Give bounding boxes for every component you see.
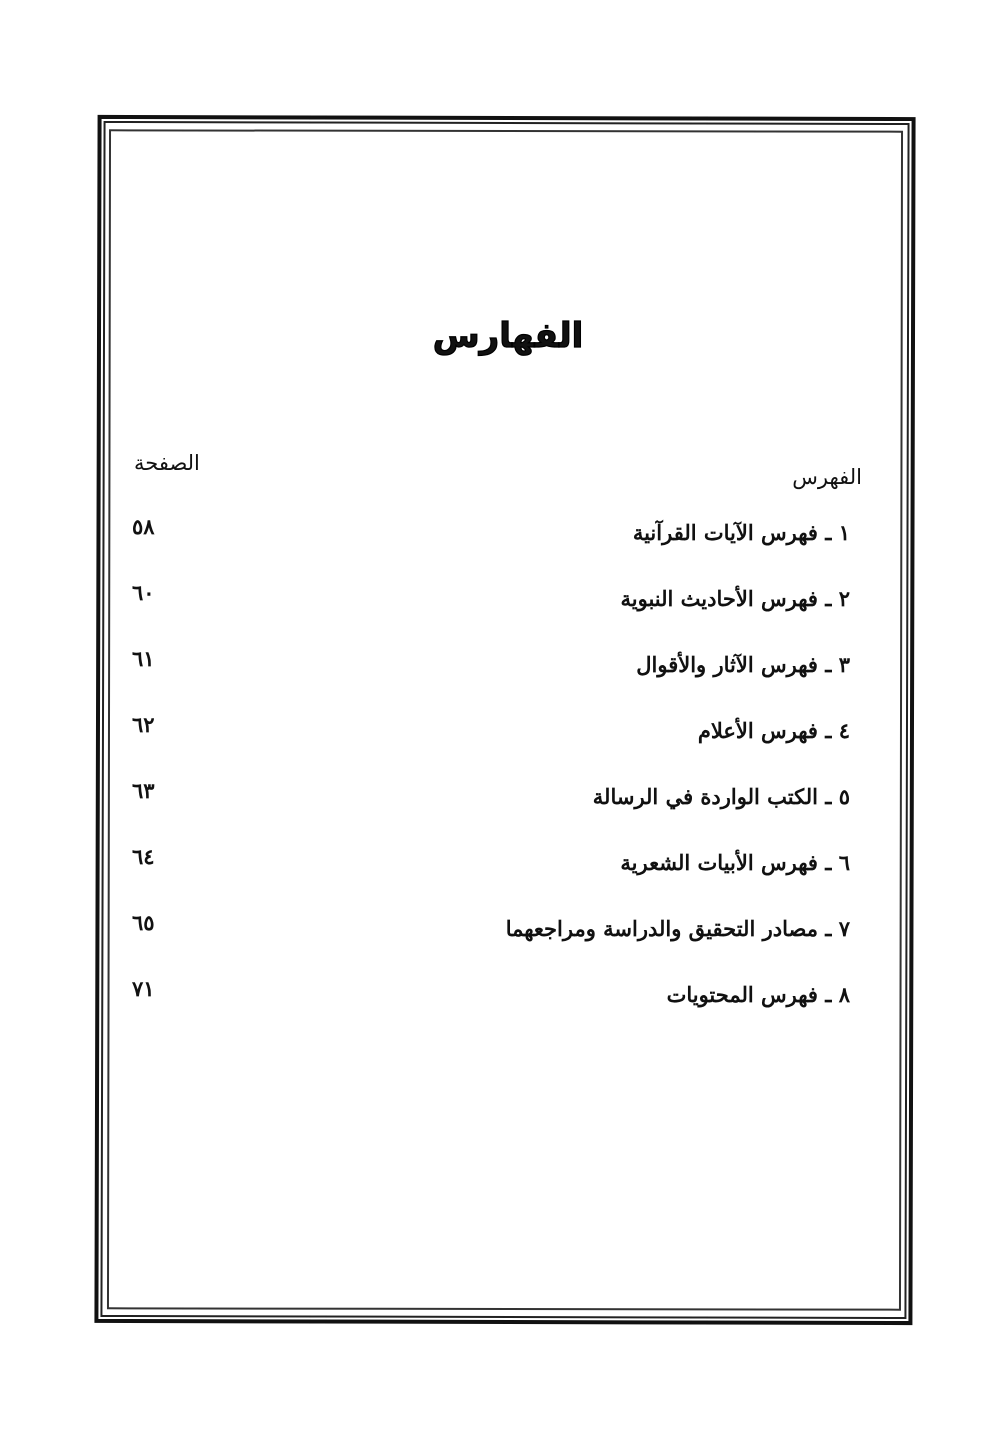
index-list (0, 514, 998, 1080)
entry-page-number: ٦٣ (132, 778, 155, 803)
entry-label: ٨ ـ فهرس المحتويات (666, 982, 850, 1007)
entry-label: ١ ـ فهرس الآيات القرآنية (632, 520, 850, 545)
index-entry (0, 646, 998, 692)
entry-label: ٧ ـ مصادر التحقيق والدراسة ومراجعهما (505, 916, 850, 941)
index-entry (0, 910, 998, 956)
index-entry (0, 580, 998, 626)
entry-page-number: ٥٨ (132, 514, 155, 539)
page-title: الفهارس (432, 316, 584, 356)
index-entry (0, 976, 998, 1022)
entry-label: ٦ ـ فهرس الأبيات الشعرية (620, 850, 850, 875)
entry-label: ٤ ـ فهرس الأعلام (697, 718, 850, 743)
index-entry (0, 712, 998, 758)
index-entry (0, 844, 998, 890)
page-column-header: الصفحة (134, 451, 200, 475)
entry-label: ٣ ـ فهرس الآثار والأقوال (636, 652, 850, 677)
entry-page-number: ٦٢ (132, 712, 155, 737)
entry-page-number: ٦١ (132, 646, 155, 671)
entry-label: ٥ ـ الكتب الواردة في الرسالة (592, 784, 850, 809)
entry-label: ٢ ـ فهرس الأحاديث النبوية (620, 586, 850, 611)
index-entry (0, 778, 998, 824)
index-column-header: الفهرس (792, 465, 862, 489)
entry-page-number: ٦٤ (132, 844, 155, 869)
entry-page-number: ٦٥ (132, 910, 155, 935)
index-entry (0, 514, 998, 560)
entry-page-number: ٧١ (132, 976, 155, 1001)
entry-page-number: ٦٠ (132, 580, 155, 605)
